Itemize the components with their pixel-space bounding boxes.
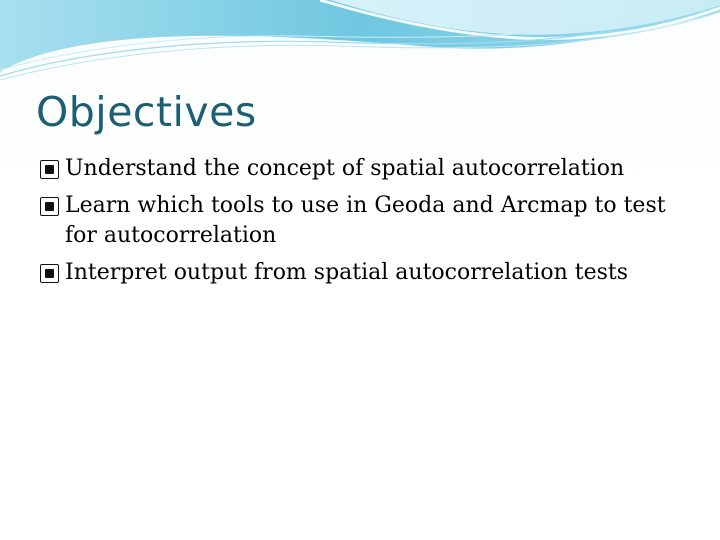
- slide-title: Objectives: [36, 88, 257, 136]
- missing-glyph-icon: [40, 264, 59, 283]
- missing-glyph-icon: [40, 160, 59, 179]
- bullet-item: [38, 154, 698, 184]
- bullet-text: Understand the concept of spatial autocorrelation: [65, 156, 625, 181]
- bullet-text: Learn which tools to use in Geoda and Arcmap to test for autocorrelation: [65, 193, 666, 248]
- bullet-list: [38, 154, 698, 295]
- bullet-text: Interpret output from spatial autocorrelation tests: [65, 260, 629, 285]
- missing-glyph-icon: [40, 197, 59, 216]
- header-wave-decoration: [0, 0, 720, 90]
- bullet-item: [38, 191, 698, 251]
- bullet-item: [38, 258, 698, 288]
